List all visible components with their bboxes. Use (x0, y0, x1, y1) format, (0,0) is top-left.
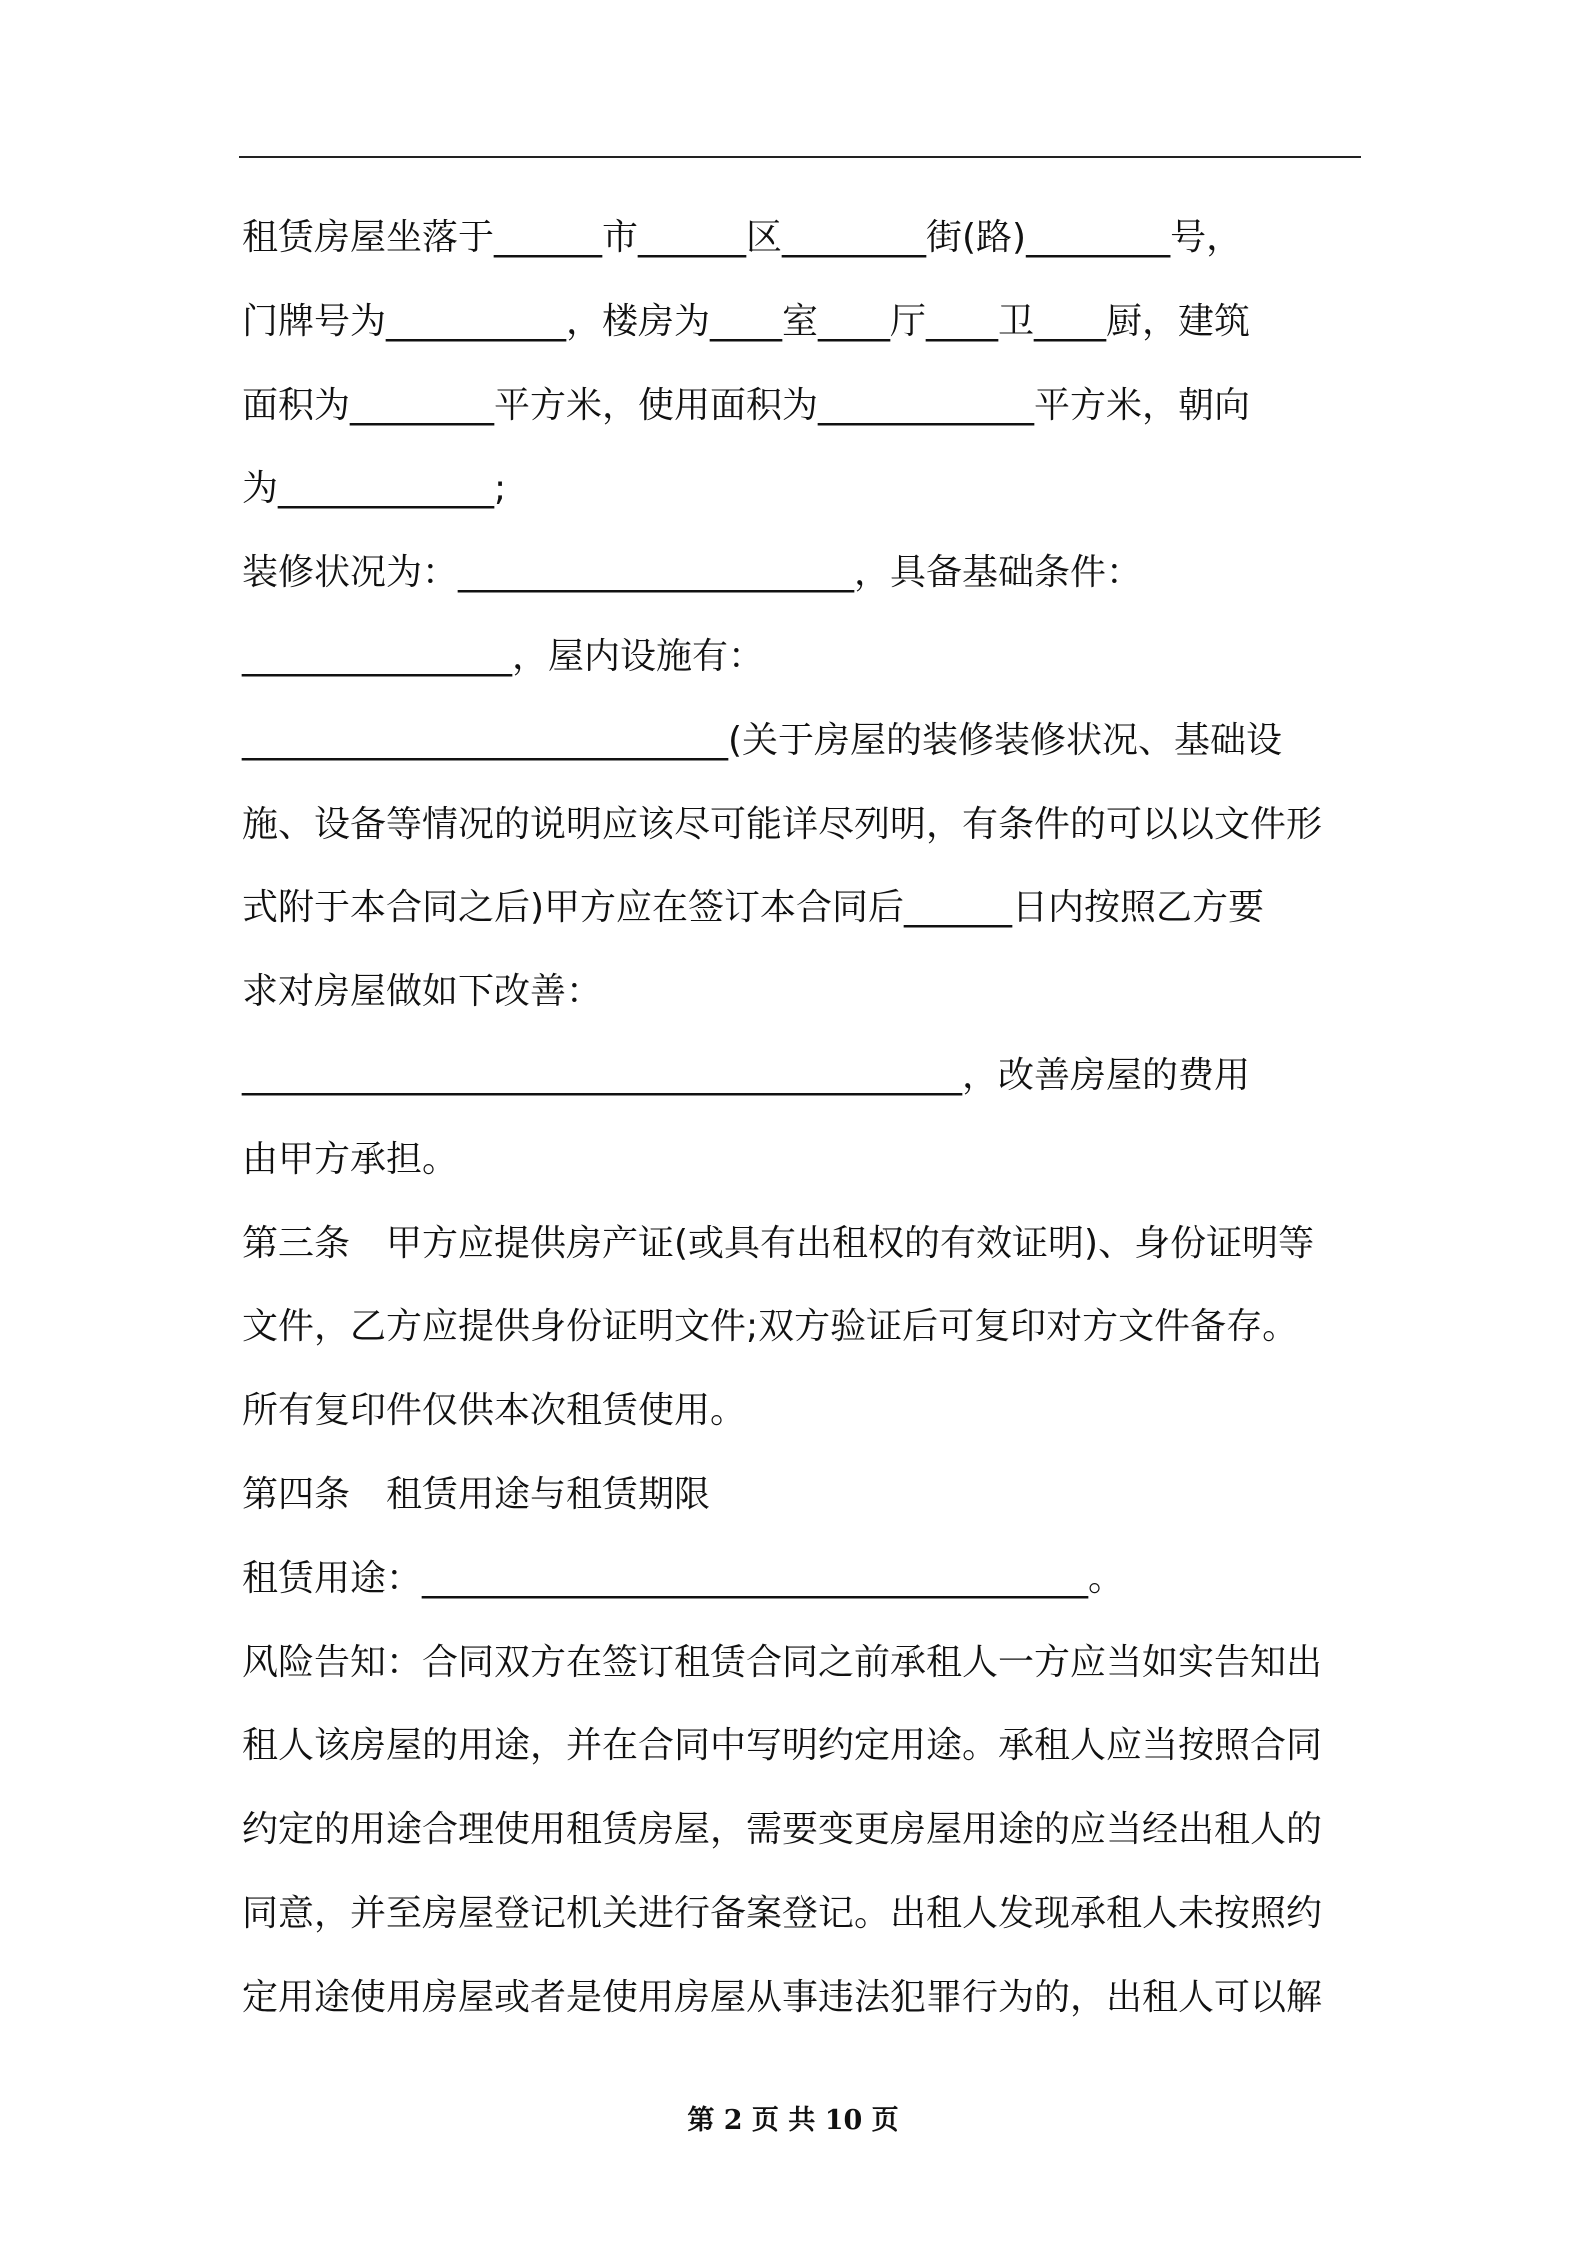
article-4-heading: 第四条 租赁用途与租赁期限 (242, 1473, 711, 1515)
text-line: ________________________________________，改善房屋的费用 (242, 1054, 1251, 1096)
text-line: 求对房屋做如下改善： (242, 971, 603, 1013)
risk-notice-line: 风险告知：合同双方在签订租赁合同之前承租人一方应当如实告知出 (242, 1641, 1323, 1683)
text-line: 门牌号为__________，楼房为____室____厅____卫____厨，建筑 (242, 300, 1251, 342)
page-number-footer: 第 2 页 共 10 页 (687, 2105, 899, 2136)
text-line: 式附于本合同之后)甲方应在签订本合同后______日内按照乙方要 (242, 887, 1265, 929)
text-line: 约定的用途合理使用租赁房屋，需要变更房屋用途的应当经出租人的 (242, 1809, 1323, 1851)
text-line: 同意，并至房屋登记机关进行备案登记。出租人发现承租人未按照约 (242, 1892, 1323, 1934)
text-line: ___________________________(关于房屋的装修装修状况、基础设 (242, 719, 1283, 761)
header-rule (239, 156, 1361, 158)
article-3-line: 第三条 甲方应提供房产证(或具有出租权的有效证明)、身份证明等 (242, 1222, 1315, 1264)
text-line: 租赁用途：_____________________________________。 (242, 1557, 1125, 1599)
text-line: 施、设备等情况的说明应该尽可能详尽列明，有条件的可以以文件形 (242, 803, 1323, 845)
text-line: _______________，屋内设施有： (242, 635, 765, 677)
text-line: 为____________; (242, 468, 507, 510)
document-body (242, 196, 1358, 2040)
text-line: 租人该房屋的用途，并在合同中写明约定用途。承租人应当按照合同 (242, 1725, 1323, 1767)
text-line: 文件，乙方应提供身份证明文件;双方验证后可复印对方文件备存。 (242, 1306, 1299, 1348)
text-line: 所有复印件仅供本次租赁使用。 (242, 1390, 747, 1432)
text-line: 租赁房屋坐落于______市______区________街(路)________号， (242, 217, 1243, 258)
text-line: 由甲方承担。 (242, 1138, 459, 1180)
text-line: 装修状况为：______________________，具备基础条件： (242, 552, 1143, 594)
text-line: 定用途使用房屋或者是使用房屋从事违法犯罪行为的，出租人可以解 (242, 1976, 1323, 2018)
text-line: 面积为________平方米，使用面积为____________平方米，朝向 (242, 384, 1251, 426)
